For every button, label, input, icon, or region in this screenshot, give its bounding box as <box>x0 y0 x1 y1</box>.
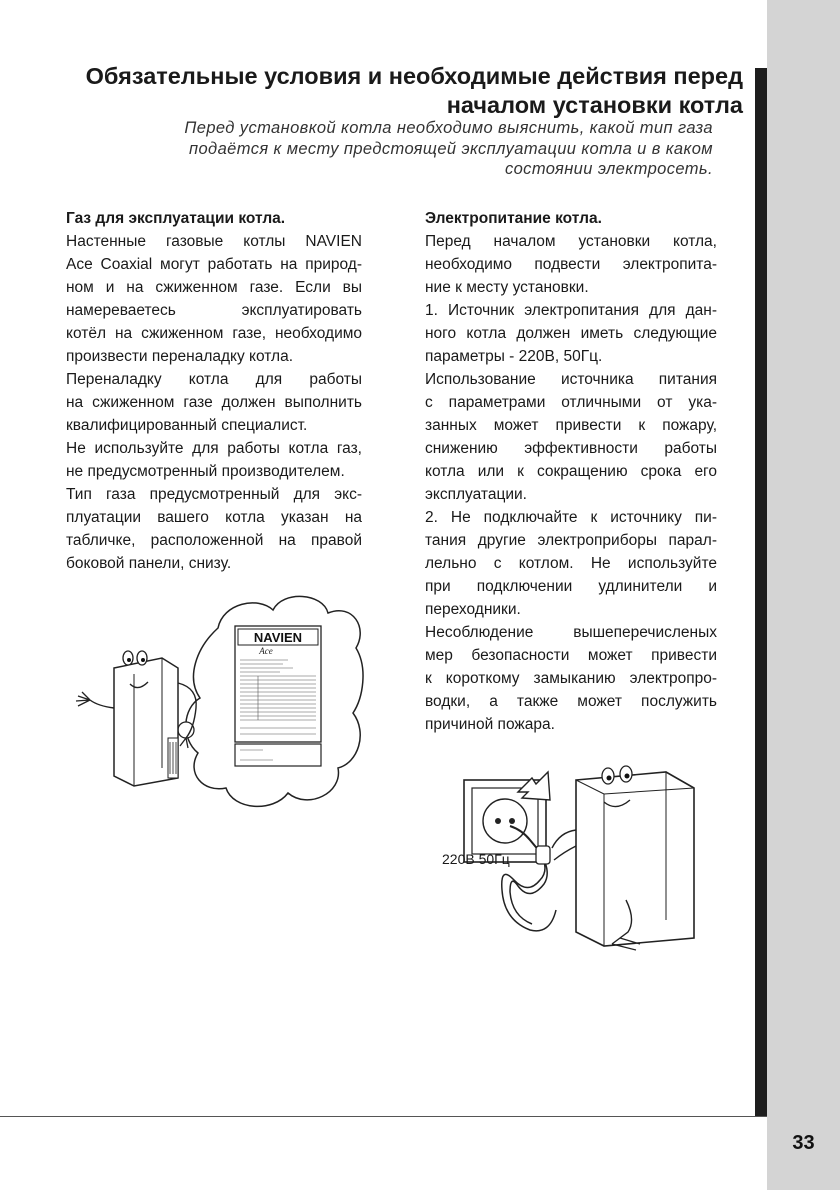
paragraph-line: необходимо подвести электропита- <box>425 256 717 273</box>
paragraph-line: при подключении удлинители и <box>425 578 717 595</box>
paragraph-line: параметры - 220В, 50Гц. <box>425 348 603 365</box>
paragraph-line: причиной пожара. <box>425 716 555 733</box>
gas-section <box>66 208 362 575</box>
paragraph-line: квалифицированный специалист. <box>66 417 308 434</box>
power-section <box>425 208 717 736</box>
paragraph-line: 2. Не подключайте к источнику пи- <box>425 509 717 526</box>
paragraph-line: боковой панели, снизу. <box>66 555 232 572</box>
paragraph-line: 1. Источник электропитания для дан- <box>425 302 717 319</box>
paragraph-line: котла или к сокращению срока его <box>425 463 717 480</box>
gas-section-heading: Газ для эксплуатации котла. <box>66 210 286 227</box>
paragraph-line: не предусмотренный производителем. <box>66 463 345 480</box>
paragraph-line: Несоблюдение вышеперечисленых <box>425 624 717 641</box>
socket-voltage-label: 220В 50Гц <box>442 851 510 867</box>
paragraph-line: с параметрами отличными от ука- <box>425 394 717 411</box>
bottom-rule <box>0 1116 767 1117</box>
paragraph-line: эксплуатации. <box>425 486 527 503</box>
paragraph-line: Перед началом установки котла, <box>425 233 717 250</box>
gas-section-body <box>66 230 362 575</box>
nameplate-model: Ace <box>259 646 273 656</box>
page-title <box>43 62 743 120</box>
paragraph-line: Тип газа предусмотренный для экс- <box>66 486 362 503</box>
paragraph-line: Переналадку котла для работы <box>66 371 362 388</box>
paragraph-line: плуатации вашего котла указан на <box>66 509 362 526</box>
subtitle-line: подаётся к месту предстоящей эксплуатации котла и в каком <box>189 139 713 158</box>
power-section-body <box>425 230 717 736</box>
paragraph-line: Использование источника питания <box>425 371 717 388</box>
paragraph-line: тания другие электроприборы парал- <box>425 532 717 549</box>
paragraph-line: Настенные газовые котлы NAVIEN <box>66 233 362 250</box>
paragraph-line: к короткому замыканию электропро- <box>425 670 717 687</box>
paragraph-line: снижению эффективности работы <box>425 440 717 457</box>
paragraph-line: лельно с котлом. Не используйте <box>425 555 717 572</box>
paragraph-line: мер безопасности может привести <box>425 647 717 664</box>
boiler-nameplate-illustration <box>68 588 368 818</box>
page-side-bar <box>755 68 767 1116</box>
paragraph-line: водки, а также может послужить <box>425 693 717 710</box>
boiler-socket-illustration <box>440 760 730 960</box>
page-number: 33 <box>792 1132 815 1154</box>
paragraph-line: ном и на сжиженном газе. Если вы <box>66 279 362 296</box>
page-title-line: началом установки котла <box>446 92 743 118</box>
paragraph-line: занных может привести к пожару, <box>425 417 717 434</box>
paragraph-line: Ace Coaxial могут работать на природ- <box>66 256 362 273</box>
paragraph-line: переходники. <box>425 601 521 618</box>
nameplate-brand: NAVIEN <box>253 630 303 645</box>
page-title-line: Обязательные условия и необходимые действия перед <box>85 63 743 89</box>
paragraph-line: Не используйте для работы котла газ, <box>66 440 362 457</box>
power-section-heading: Электропитание котла. <box>425 210 602 227</box>
paragraph-line: ние к месту установки. <box>425 279 589 296</box>
page-subtitle <box>113 118 713 180</box>
subtitle-line: состоянии электросеть. <box>504 160 713 178</box>
paragraph-line: котёл на сжиженном газе, необходимо <box>66 325 362 342</box>
paragraph-line: табличке, расположенной на правой <box>66 532 362 549</box>
paragraph-line: ного котла должен иметь следующие <box>425 325 717 342</box>
paragraph-line: на сжиженном газе должен выполнить <box>66 394 362 411</box>
page-side-band <box>767 0 840 1190</box>
subtitle-line: Перед установкой котла необходимо выяснить, какой тип газа <box>184 119 713 137</box>
paragraph-line: произвести переналадку котла. <box>66 348 294 365</box>
paragraph-line: намереваетесь эксплуатировать <box>66 302 362 319</box>
